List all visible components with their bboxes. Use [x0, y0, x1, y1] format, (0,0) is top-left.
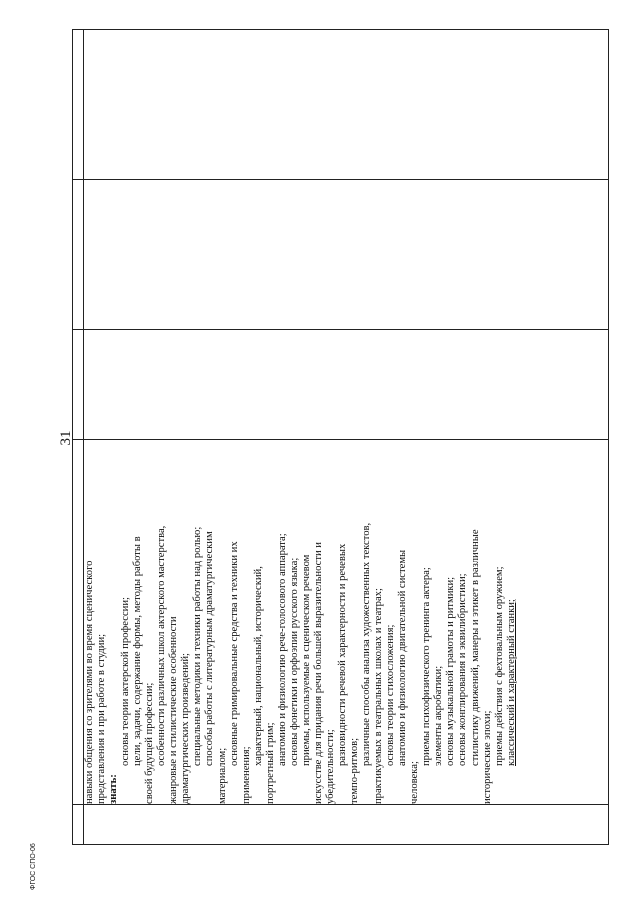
content-cell — [84, 440, 609, 805]
text-line: материалом; — [216, 747, 228, 804]
table-cell — [84, 330, 609, 440]
text-line: знать: — [108, 774, 120, 804]
text-line: приемы действия с фехтовальным оружием; — [493, 566, 505, 766]
text-line: классический и характерный станки; — [505, 599, 517, 766]
code-cell — [84, 805, 609, 845]
text-line: основы фонетики и орфоэпии русского языка; — [288, 557, 300, 766]
text-line: способы работы с литературным драматургическим — [204, 531, 216, 766]
text-line: особенности различных школ актерского мастерства, — [156, 525, 168, 766]
text-line: приемы, используемые в сценическом речевом — [300, 554, 312, 766]
text-line: практикуемых в театральных школах и театрах; — [373, 588, 385, 804]
text-line: приемы психофизического тренинга актера; — [421, 567, 433, 766]
text-line: анатомию и физиологию двигательной системы — [397, 549, 409, 766]
table-cell — [73, 330, 84, 440]
footer-code: ФГОС СПО-06 — [30, 843, 37, 890]
table-cell — [73, 805, 84, 845]
rotated-table-wrapper — [72, 30, 609, 845]
table-cell — [84, 30, 609, 180]
table-header-spacer-row — [73, 30, 84, 845]
text-line: основы теории актерской профессии; — [120, 597, 132, 766]
text-line: цели, задачи, содержание формы, методы работы в — [132, 536, 144, 766]
table-cell — [73, 30, 84, 180]
text-line: различные способы анализа художественных текстов, — [361, 522, 373, 766]
competency-table — [72, 29, 609, 845]
text-line: своей будущей профессии; — [144, 682, 156, 804]
text-line: навыки общения со зрителями во время сценического — [84, 560, 95, 804]
text-line: представления и при работе в студии; — [96, 633, 108, 804]
content-lines — [84, 440, 518, 804]
table-cell — [73, 440, 84, 805]
text-line: искусстве для придания речи большей выразительности и — [312, 542, 324, 804]
text-line: применения; — [240, 746, 252, 804]
text-line: убедительности; — [324, 729, 336, 804]
text-line: драматургических произведений; — [180, 653, 192, 804]
text-line: специальные методики и техники работы над ролью; — [192, 526, 204, 766]
text-line: жанровые и стилистические особенности — [168, 616, 180, 804]
text-line: элементы акробатики; — [433, 665, 445, 766]
text-line: портретный грим; — [264, 722, 276, 804]
text-line: стилистику движений, манеры и этикет в различные — [469, 529, 481, 766]
text-line: анатомию и физиологию рече-голосового аппарата; — [276, 533, 288, 766]
text-line: человека; — [409, 761, 421, 804]
text-line: темпо-ритмов; — [349, 737, 361, 804]
text-line: исторические эпохи; — [481, 710, 493, 804]
text-line: основы теории стихосложения; — [385, 624, 397, 766]
table-cell — [73, 180, 84, 330]
text-line: разновидности речевой характерности и речевых — [336, 543, 348, 766]
text-line: характерный, национальный, исторический, — [252, 566, 264, 766]
page-number: 31 — [58, 430, 74, 446]
text-line: основные гримировальные средства и техники их — [228, 541, 240, 766]
text-line: основы жонглирования и эквилибристики; — [457, 573, 469, 766]
text-line: основы музыкальной грамоты и ритмики; — [445, 576, 457, 766]
table-cell — [84, 180, 609, 330]
table-row — [84, 30, 609, 845]
